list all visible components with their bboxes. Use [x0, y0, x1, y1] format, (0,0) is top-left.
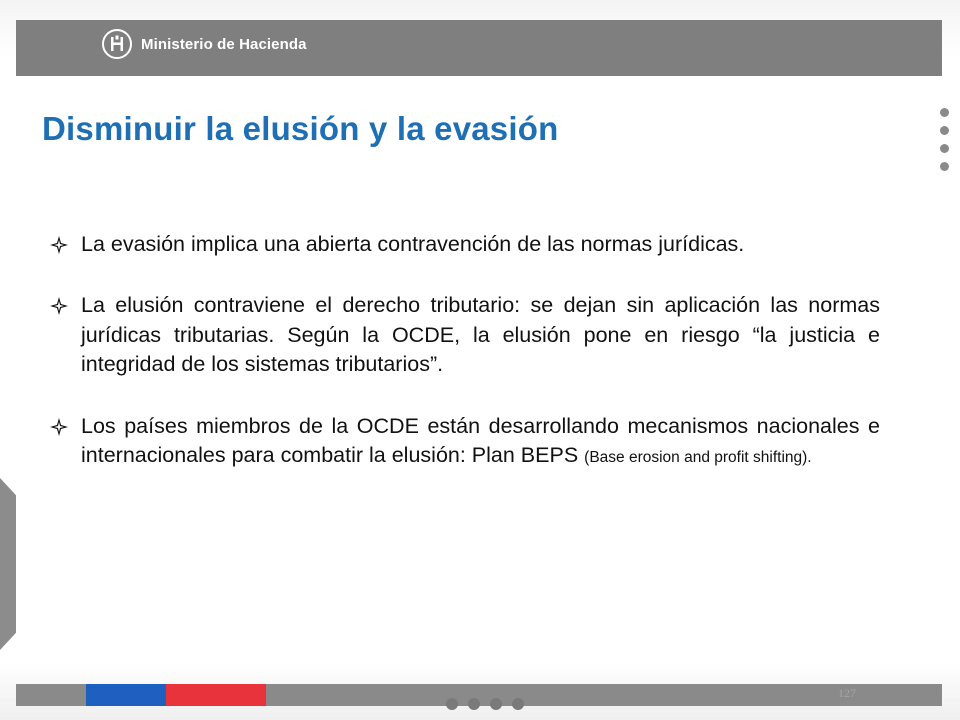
ministry-emblem-icon: [102, 29, 132, 59]
flag-stripe-red: [166, 684, 266, 706]
footer-decoration-dots: [446, 698, 524, 710]
bullet-item: [50, 230, 880, 259]
ministry-name: Ministerio de Hacienda: [141, 35, 307, 53]
bullet-text: La elusión contraviene el derecho tributario: se dejan sin aplicación las normas jurídicas tributarias. Según la OCDE, la elusión pone en riesgo “la justicia e integridad de los sistemas tributarios”.: [81, 293, 880, 377]
diamond-bullet-icon: [50, 297, 68, 315]
page-number: 127: [838, 686, 856, 700]
bullet-note: (Base erosion and profit shifting).: [584, 449, 812, 467]
diamond-bullet-icon: [50, 418, 68, 436]
bullet-item: [50, 412, 880, 471]
diamond-bullet-icon: [50, 236, 68, 254]
side-decoration-dots: [940, 108, 950, 180]
bullet-list: [50, 230, 880, 503]
bullet-text: La evasión implica una abierta contravención de las normas jurídicas.: [81, 232, 745, 256]
bullet-item: [50, 291, 880, 379]
flag-stripe-blue: [86, 684, 166, 706]
slide-title: Disminuir la elusión y la evasión: [42, 110, 559, 147]
left-edge-decoration: [0, 478, 16, 650]
bullet-text: Los países miembros de la OCDE están desarrollando mecanismos nacionales e internacionales para combatir la elusión: Plan BEPS: [81, 413, 880, 468]
header-bar: [16, 20, 942, 76]
ministry-logo: [102, 29, 307, 59]
